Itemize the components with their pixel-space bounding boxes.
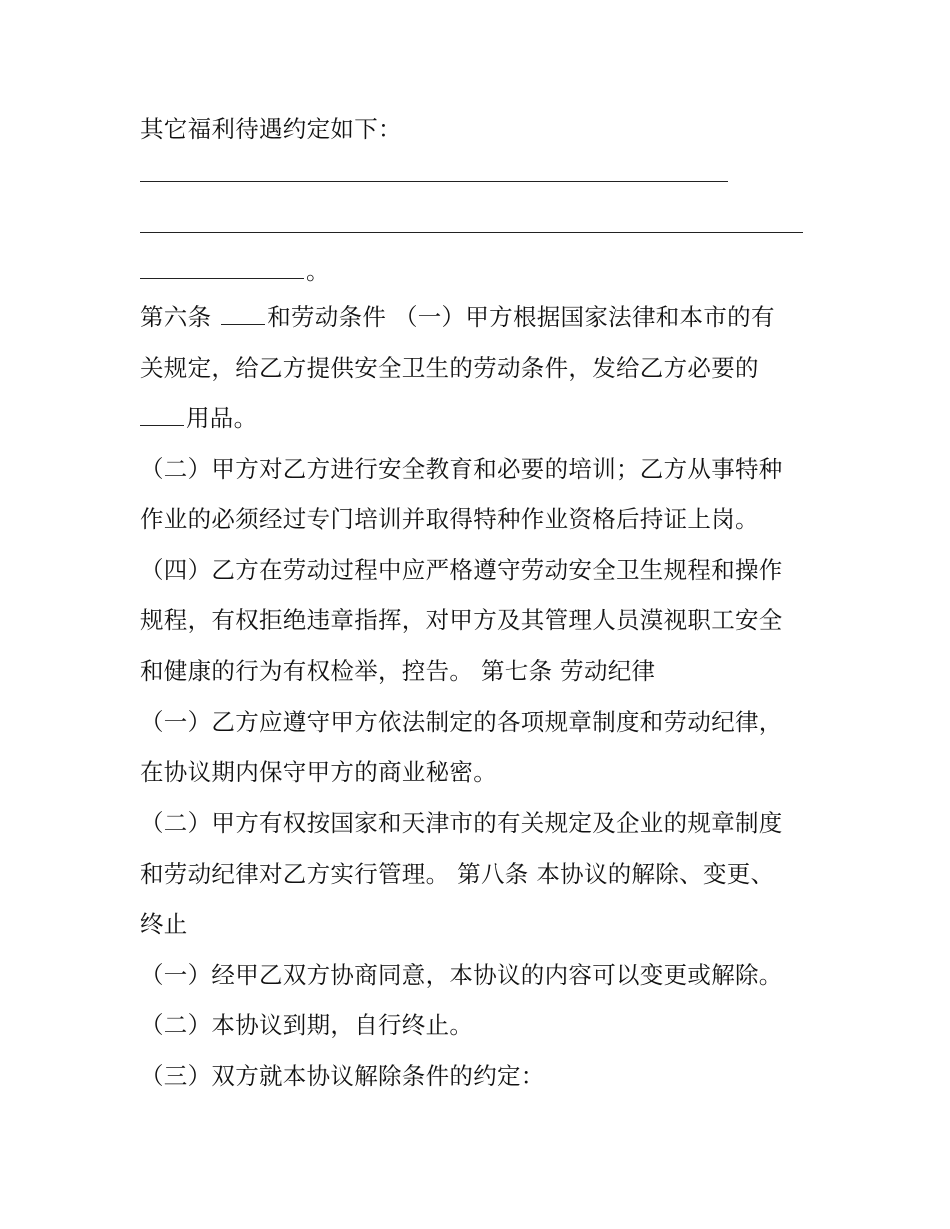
paragraph-line: 在协议期内保守甲方的商业秘密。 (140, 758, 497, 786)
paragraph-line: （二）甲方对乙方进行安全教育和必要的培训；乙方从事特种 (140, 455, 783, 483)
paragraph-line: 关规定，给乙方提供安全卫生的劳动条件，发给乙方必要的 (140, 354, 759, 382)
paragraph-line: （二）甲方有权按国家和天津市的有关规定及企业的规章制度 (140, 809, 783, 837)
paragraph-line: （二）本协议到期，自行终止。 (140, 1011, 474, 1039)
paragraph-line: （四）乙方在劳动过程中应严格遵守劳动安全卫生规程和操作 (140, 556, 783, 584)
supplies-line (140, 401, 257, 435)
paragraph-line: （一）乙方应遵守甲方依法制定的各项规章制度和劳动纪律， (140, 708, 783, 736)
fill-blank-line-3 (140, 254, 330, 288)
article-six-line (140, 300, 775, 334)
supplies-text: 用品。 (186, 404, 258, 432)
welfare-heading: 其它福利待遇约定如下： (140, 115, 402, 143)
article-six-blank (221, 324, 265, 325)
article-six-text: 和劳动条件 （一）甲方根据国家法律和本市的有 (267, 303, 775, 331)
paragraph-line: 规程，有权拒绝违章指挥，对甲方及其管理人员漠视职工安全 (140, 606, 783, 634)
period-mark: 。 (306, 257, 330, 285)
paragraph-line: 终止 (140, 910, 188, 938)
paragraph-line: （一）经甲乙双方协商同意，本协议的内容可以变更或解除。 (140, 961, 783, 989)
article-six-label: 第六条 (140, 303, 212, 331)
fill-blank-short (140, 278, 304, 279)
fill-blank-line-1 (140, 181, 728, 182)
paragraph-line: （三）双方就本协议解除条件的约定： (140, 1062, 545, 1090)
fill-blank-line-2 (140, 232, 803, 233)
paragraph-line: 作业的必须经过专门培训并取得特种作业资格后持证上岗。 (140, 505, 759, 533)
paragraph-line: 和健康的行为有权检举，控告。 第七条 劳动纪律 (140, 657, 656, 685)
supplies-blank (140, 425, 184, 426)
paragraph-line: 和劳动纪律对乙方实行管理。 第八条 本协议的解除、变更、 (140, 860, 775, 888)
